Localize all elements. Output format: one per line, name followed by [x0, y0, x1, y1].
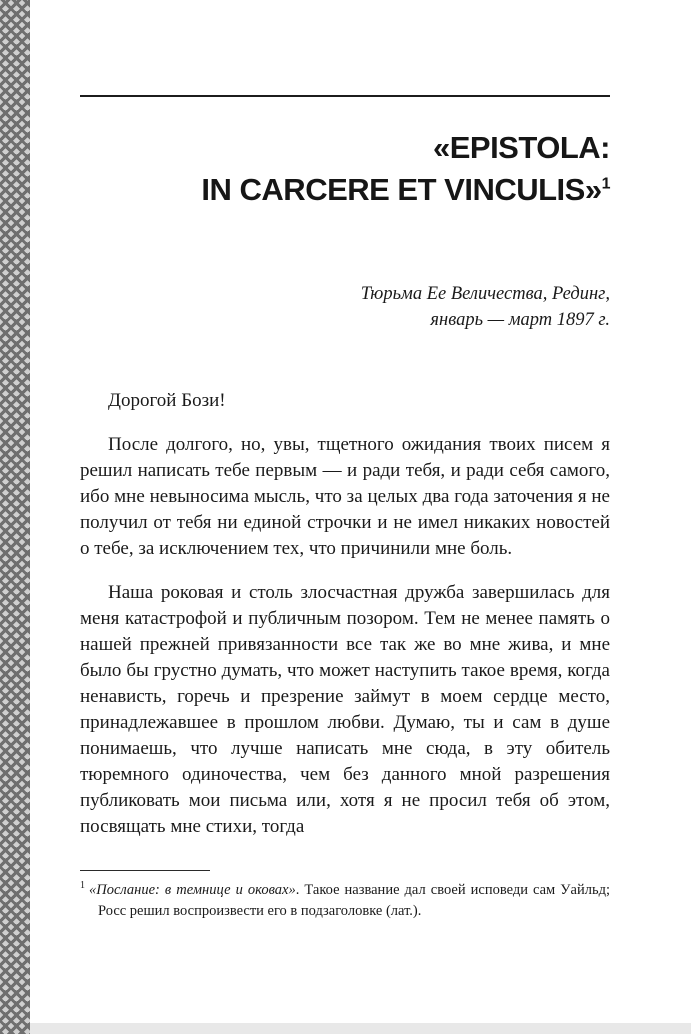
- dateline-line1: Тюрьма Ее Величества, Рединг,: [360, 284, 610, 304]
- paragraph-1: После долгого, но, увы, тщетного ожидания твоих писем я решил написать тебе первым — и ради тебя, и ради себя самого, ибо мне невыносима мысль, что за целых два года заточения я не получил от тебя ни единой строчки и не имел никаких новостей о тебе, за исключением тех, что причинили мне боль.: [80, 434, 610, 559]
- chapter-title-line2: IN CARCERE ET VINCULIS»: [201, 172, 602, 207]
- footnote-text: . Такое название дал своей исповеди сам Уайльд; Росс решил воспроизвести его в подзаголовке (лат.).: [98, 882, 610, 919]
- salutation: Дорогой Бози!: [108, 390, 226, 411]
- footnote-marker: 1: [80, 880, 85, 892]
- paragraph-2: Наша роковая и столь злосчастная дружба завершилась для меня катастрофой и публичным позором. Тем не менее память о нашей прежней привязанности все так же во мне жива, и мне было бы грустно думать, что может наступить такое время, когда ненависть, горечь и презрение займут в моем сердце место, принадлежавшее в прошлом любви. Думаю, ты и сам в душе понимаешь, что лучше написать мне сюда, в эту обитель тюремного одиночества, чем без данного мной разрешения публиковать мои письма или, хотя я не просил тебя об этом, посвящать мне стихи, тогда: [80, 582, 610, 837]
- chapter-title: [80, 127, 610, 211]
- footnote: [80, 880, 610, 922]
- page-bottom-shadow: [30, 1023, 691, 1034]
- chapter-top-rule: [80, 95, 610, 97]
- title-footnote-ref: 1: [601, 175, 610, 193]
- book-page: [80, 0, 610, 922]
- footnote-rule: [80, 870, 210, 871]
- footnote-block: [80, 870, 610, 922]
- dateline-line2: январь — март 1897 г.: [430, 310, 610, 330]
- footnote-title-italic: «Послание: в темнице и оковах»: [89, 882, 296, 898]
- dateline: [80, 281, 610, 333]
- book-edge-pattern: [0, 0, 30, 1034]
- chapter-title-line1: «EPISTOLA:: [432, 130, 610, 165]
